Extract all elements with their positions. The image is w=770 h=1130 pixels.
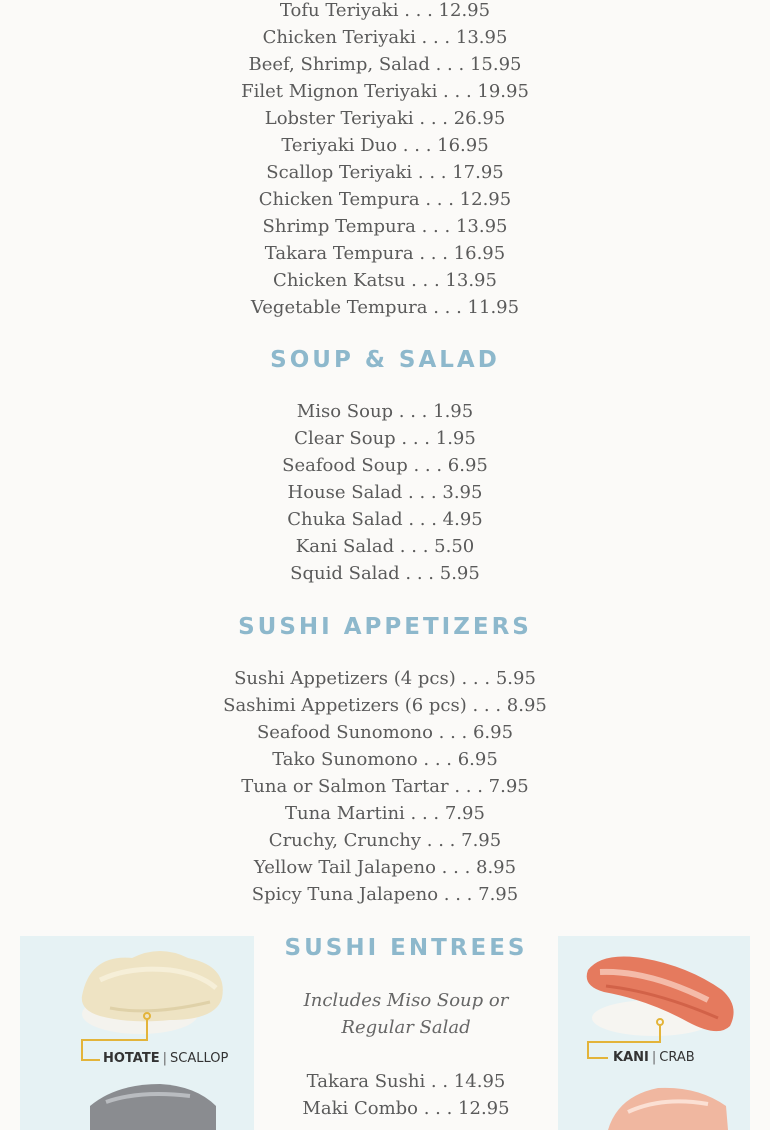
menu-item: Tofu Teriyaki . . . 12.95 (279, 0, 491, 21)
menu-item: Tuna Martini . . . 7.95 (285, 803, 485, 824)
menu-item: Sashimi Appetizers (6 pcs) . . . 8.95 (223, 695, 547, 716)
entrees-note (258, 987, 554, 1041)
menu-item: Lobster Teriyaki . . . 26.95 (264, 108, 506, 129)
menu-item: Vegetable Tempura . . . 11.95 (250, 297, 520, 318)
soup-salad-list (0, 398, 770, 587)
menu-item: Maki Combo . . . 12.95 (302, 1098, 510, 1119)
menu-item: House Salad . . . 3.95 (287, 482, 483, 503)
teriyaki-tempura-list (0, 0, 770, 321)
menu-item: Seafood Sunomono . . . 6.95 (256, 722, 514, 743)
crab-name: CRAB (659, 1050, 695, 1065)
menu-item: Takara Sushi . . 14.95 (306, 1071, 506, 1092)
soup-salad-heading: SOUP & SALAD (270, 347, 500, 373)
menu-item: Squid Salad . . . 5.95 (290, 563, 480, 584)
label-connector (558, 936, 750, 1130)
menu-item: Tako Sunomono . . . 6.95 (272, 749, 498, 770)
entrees-note-line: Regular Salad (341, 1017, 471, 1038)
menu-item: Filet Mignon Teriyaki . . . 19.95 (241, 81, 529, 102)
menu-item: Clear Soup . . . 1.95 (294, 428, 476, 449)
menu-item: Chicken Teriyaki . . . 13.95 (262, 27, 508, 48)
menu-item: Teriyaki Duo . . . 16.95 (281, 135, 489, 156)
kani-label (613, 1050, 695, 1065)
menu-item: Shrimp Tempura . . . 13.95 (262, 216, 508, 237)
scallop-name: SCALLOP (169, 1051, 229, 1066)
crab-sushi-photo (558, 936, 750, 1130)
menu-item: Tuna or Salmon Tartar . . . 7.95 (241, 776, 529, 797)
scallop-sushi-photo (20, 936, 254, 1130)
sushi-entrees-heading: SUSHI ENTREES (284, 935, 528, 961)
menu-item: Cruchy, Crunchy . . . 7.95 (268, 830, 502, 851)
menu-item: Sushi Appetizers (4 pcs) . . . 5.95 (234, 668, 536, 689)
menu-item: Chuka Salad . . . 4.95 (287, 509, 483, 530)
hotate-name: HOTATE (103, 1051, 160, 1066)
menu-item: Kani Salad . . . 5.50 (295, 536, 475, 557)
label-separator: | (162, 1051, 167, 1066)
menu-item: Beef, Shrimp, Salad . . . 15.95 (248, 54, 522, 75)
menu-item: Takara Tempura . . . 16.95 (264, 243, 506, 264)
sushi-appetizers-heading: SUSHI APPETIZERS (238, 614, 532, 640)
label-connector (20, 936, 254, 1130)
menu-item: Chicken Tempura . . . 12.95 (258, 189, 512, 210)
hotate-label (103, 1051, 228, 1066)
menu-item: Spicy Tuna Jalapeno . . . 7.95 (251, 884, 519, 905)
menu-item: Chicken Katsu . . . 13.95 (273, 270, 497, 291)
label-separator: | (651, 1050, 657, 1065)
sushi-entrees-list (258, 1068, 554, 1122)
menu-item: Yellow Tail Jalapeno . . . 8.95 (253, 857, 517, 878)
kani-name: KANI (613, 1050, 649, 1065)
menu-item: Seafood Soup . . . 6.95 (282, 455, 488, 476)
menu-item: Scallop Teriyaki . . . 17.95 (266, 162, 504, 183)
menu-item: Miso Soup . . . 1.95 (296, 401, 474, 422)
sushi-appetizers-list (0, 665, 770, 908)
entrees-note-line: Includes Miso Soup or (303, 990, 509, 1011)
